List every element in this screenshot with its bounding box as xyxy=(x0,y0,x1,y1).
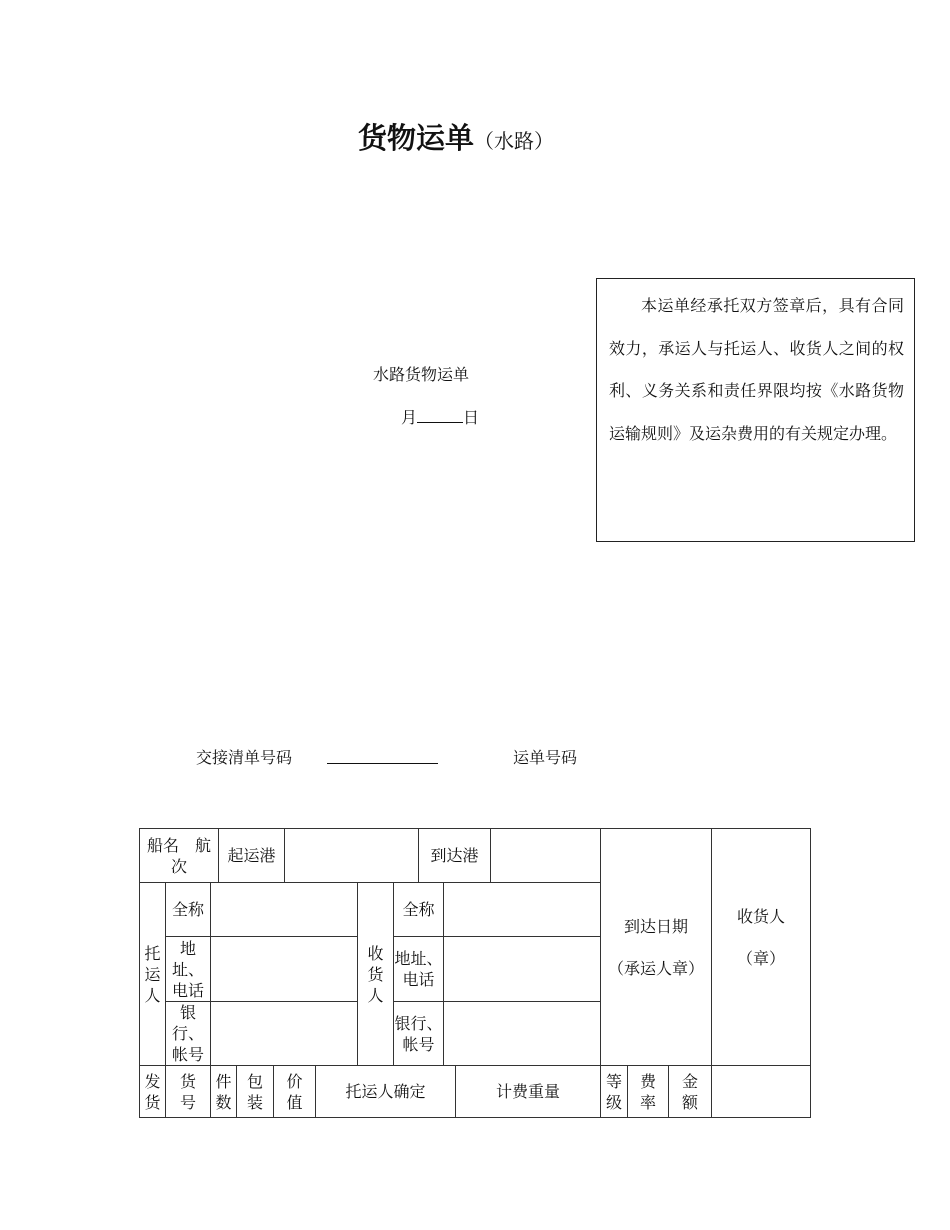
date-line xyxy=(401,405,479,428)
consignee-bank-label: 银行、 帐号 xyxy=(393,1001,444,1066)
col-shipment: 发 货 xyxy=(139,1065,166,1118)
departure-port-field[interactable] xyxy=(284,828,419,883)
arrival-port-label: 到达港 xyxy=(418,828,491,883)
col-amount: 金 额 xyxy=(668,1065,712,1118)
notice-box: 本运单经承托双方签章后，具有合同效力，承运人与托运人、收货人之间的权利、义务关系和责任界限均按《水路货物运输规则》及运杂费用的有关规定办理。 xyxy=(596,278,915,542)
day-label: 日 xyxy=(463,408,480,427)
consignee-fullname-field[interactable] xyxy=(443,882,601,937)
shipper-fullname-label: 全称 xyxy=(165,882,211,937)
waybill-number-label: 运单号码 xyxy=(513,748,578,767)
title-sub: （水路） xyxy=(474,129,555,153)
consignee-fullname-label: 全称 xyxy=(393,882,444,937)
col-packaging: 包 装 xyxy=(236,1065,274,1118)
shipper-fullname-field[interactable] xyxy=(210,882,358,937)
col-chargeable-weight: 计费重量 xyxy=(455,1065,601,1118)
shipper-bank-field[interactable] xyxy=(210,1001,358,1066)
title-main: 货物运单 xyxy=(358,121,475,155)
col-blank[interactable] xyxy=(711,1065,811,1118)
departure-port-label: 起运港 xyxy=(218,828,285,883)
form-name: 水路货物运单 xyxy=(373,365,470,384)
shipper-address-label: 地 址、 电话 xyxy=(165,936,211,1002)
col-cargo-number: 货 号 xyxy=(165,1065,211,1118)
consignee-bank-field[interactable] xyxy=(443,1001,601,1066)
handover-list-label: 交接清单号码 xyxy=(196,748,293,767)
ship-voyage-label: 船名 航 次 xyxy=(139,828,219,883)
arrival-port-field[interactable] xyxy=(490,828,601,883)
page-title xyxy=(358,116,554,157)
consignee-seal: 收货人 （章） xyxy=(711,828,811,1066)
col-grade: 等 级 xyxy=(600,1065,628,1118)
shipper-address-field[interactable] xyxy=(210,936,358,1002)
consignee-address-field[interactable] xyxy=(443,936,601,1002)
col-pieces: 件 数 xyxy=(210,1065,237,1118)
shipper-bank-label: 银 行、 帐号 xyxy=(165,1001,211,1066)
handover-list-field[interactable] xyxy=(327,746,438,764)
col-value: 价 值 xyxy=(273,1065,316,1118)
consignee-address-label: 地址、 电话 xyxy=(393,936,444,1002)
col-rate: 费 率 xyxy=(627,1065,669,1118)
consignee-label: 收 货 人 xyxy=(357,882,394,1066)
shipper-label: 托 运 人 xyxy=(139,882,166,1066)
month-label: 月 xyxy=(401,408,418,427)
arrival-date-carrier-seal: 到达日期 （承运人章） xyxy=(600,828,712,1066)
col-shipper-confirmed: 托运人确定 xyxy=(315,1065,456,1118)
day-blank[interactable] xyxy=(417,405,463,423)
